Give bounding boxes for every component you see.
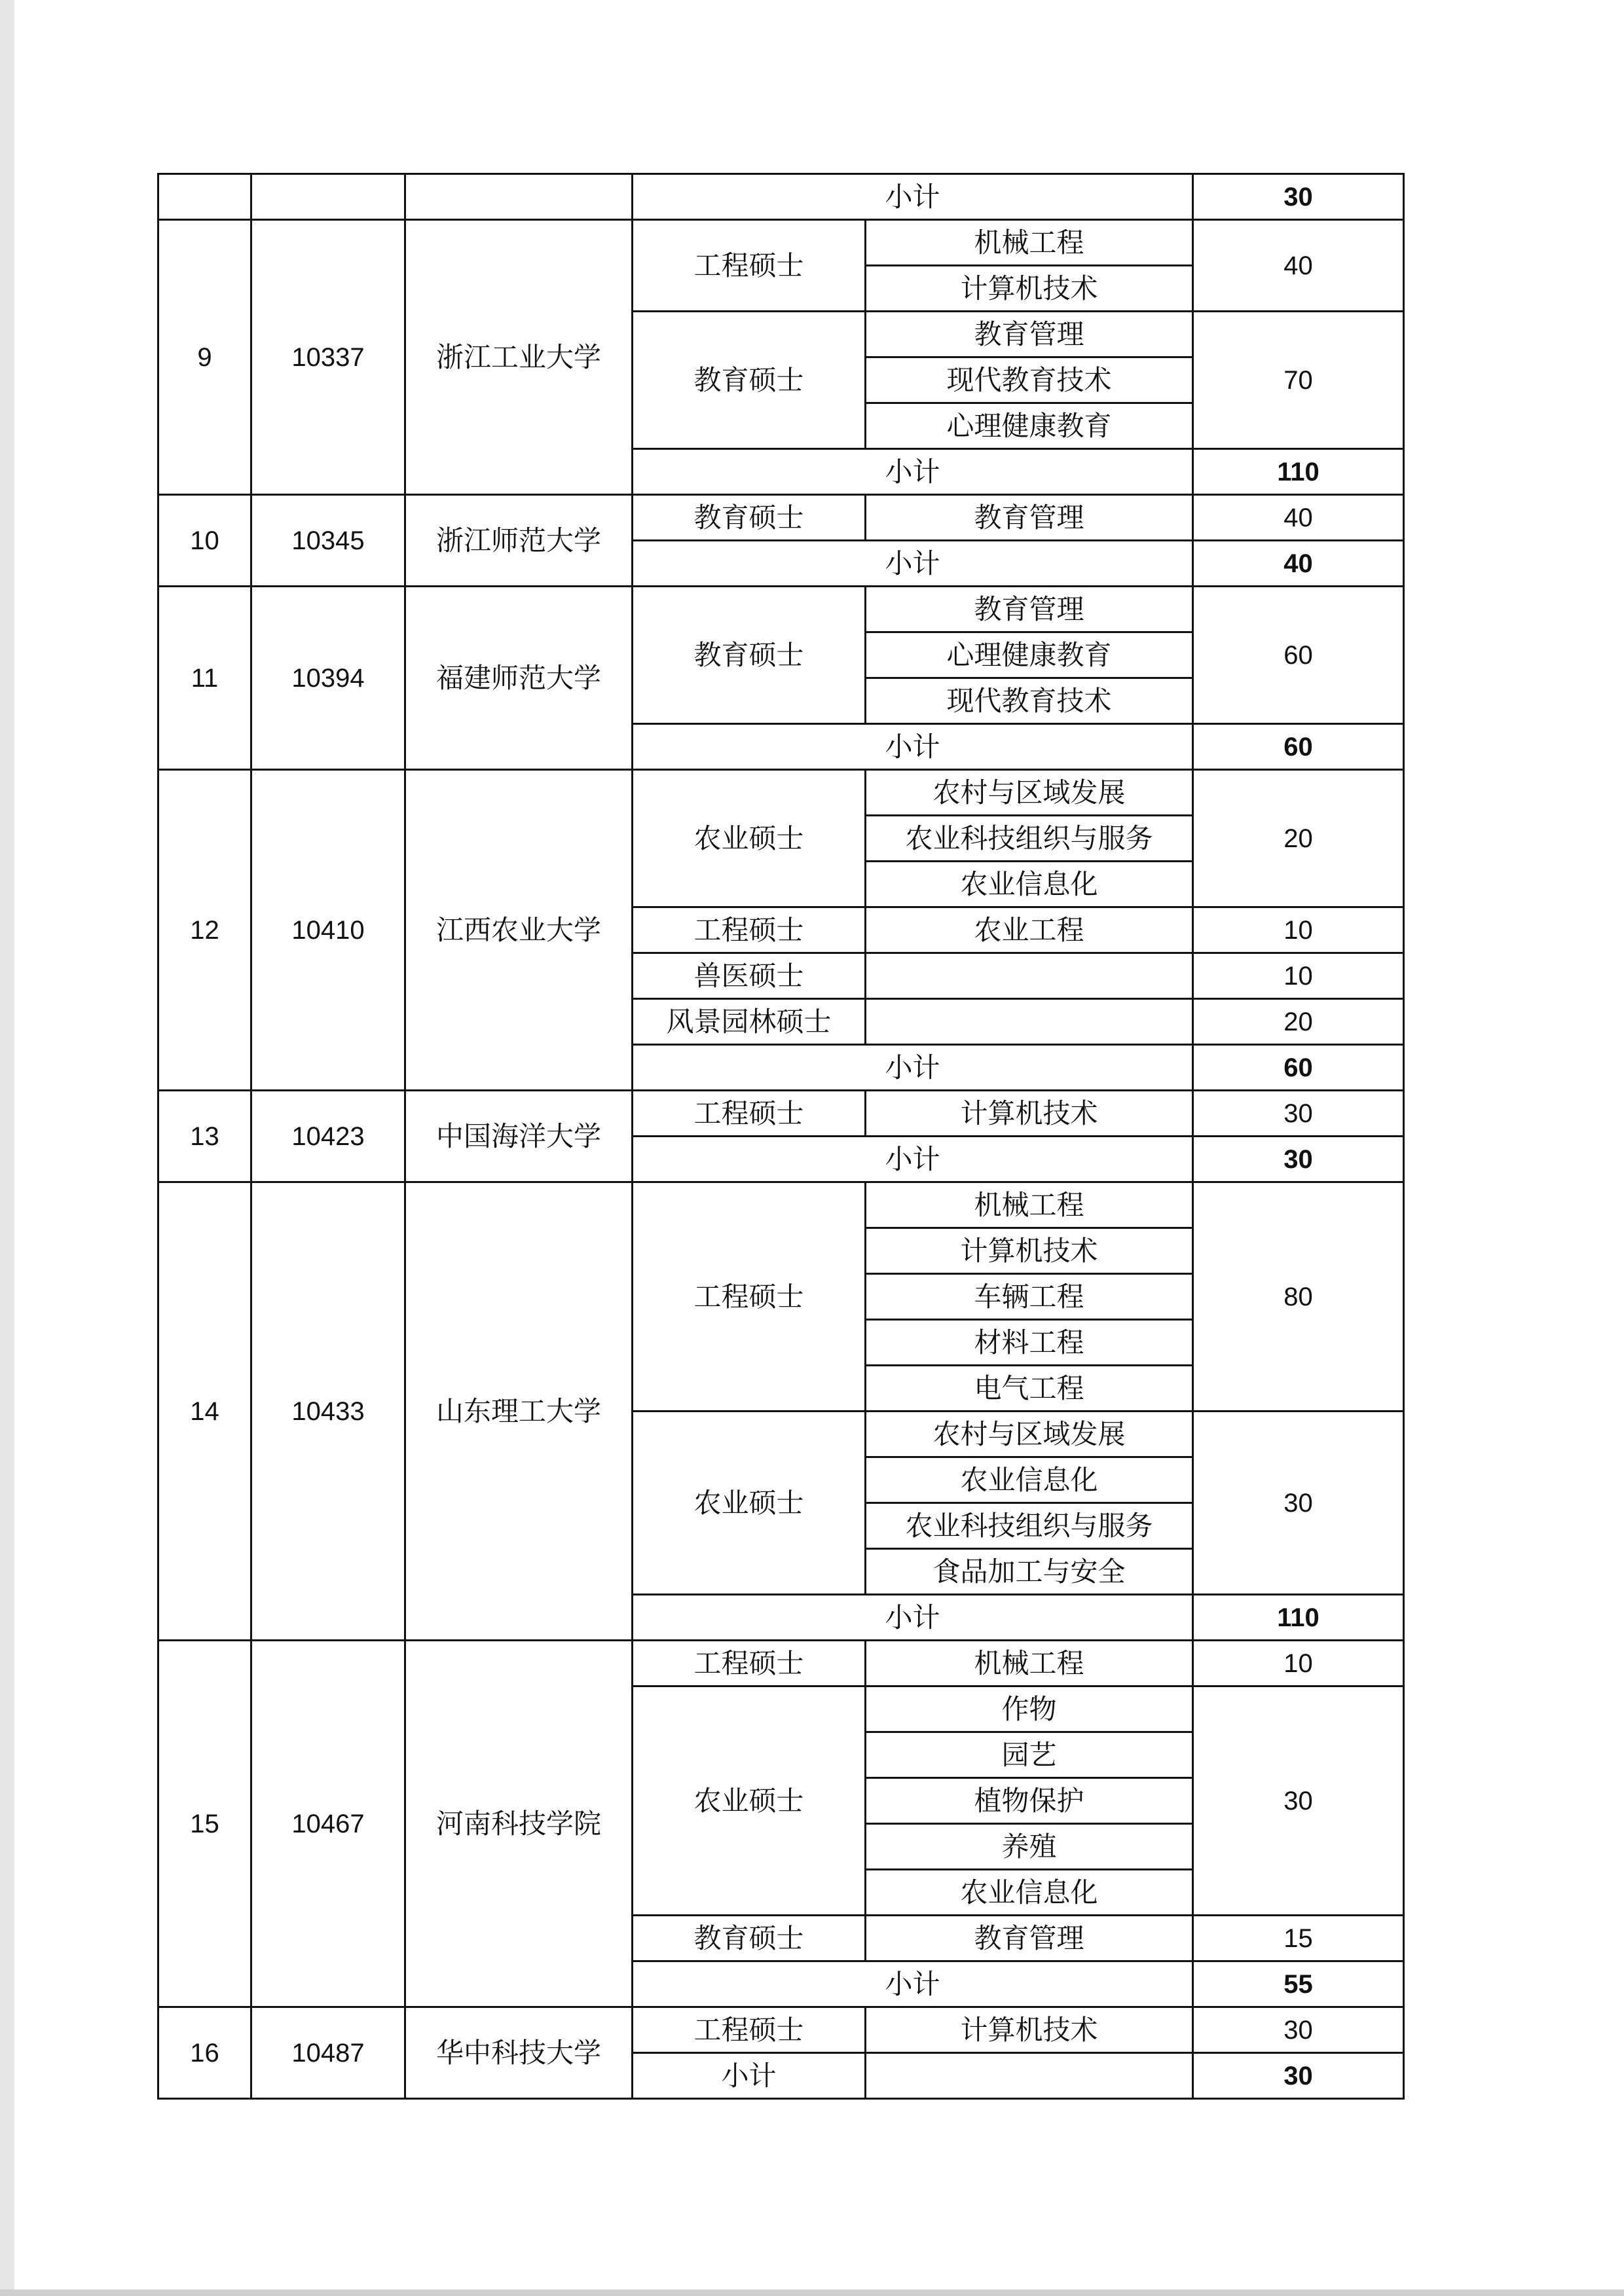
quota-cell: 30 bbox=[1193, 1686, 1404, 1916]
major-cell: 电气工程 bbox=[866, 1366, 1193, 1412]
table-body bbox=[158, 174, 1404, 2099]
table-row bbox=[158, 2007, 1404, 2053]
school-cell: 江西农业大学 bbox=[405, 770, 633, 1091]
subtotal-label: 小计 bbox=[633, 1045, 1193, 1091]
degree-cell: 教育硕士 bbox=[633, 495, 866, 541]
code-cell bbox=[251, 174, 405, 220]
index-cell: 10 bbox=[158, 495, 251, 587]
school-cell: 福建师范大学 bbox=[405, 587, 633, 770]
code-cell: 10487 bbox=[251, 2007, 405, 2099]
major-cell: 教育管理 bbox=[866, 1916, 1193, 1961]
subtotal-value: 30 bbox=[1193, 1137, 1404, 1182]
degree-cell: 兽医硕士 bbox=[633, 953, 866, 999]
degree-cell: 工程硕士 bbox=[633, 907, 866, 953]
code-cell: 10423 bbox=[251, 1091, 405, 1182]
degree-cell: 工程硕士 bbox=[633, 1641, 866, 1686]
quota-cell: 30 bbox=[1193, 2007, 1404, 2053]
school-cell: 浙江师范大学 bbox=[405, 495, 633, 587]
major-cell: 材料工程 bbox=[866, 1320, 1193, 1366]
index-cell: 15 bbox=[158, 1641, 251, 2007]
degree-cell: 风景园林硕士 bbox=[633, 999, 866, 1045]
subtotal-value: 60 bbox=[1193, 1045, 1404, 1091]
major-cell: 农村与区域发展 bbox=[866, 1412, 1193, 1457]
school-cell: 中国海洋大学 bbox=[405, 1091, 633, 1182]
table-row bbox=[158, 220, 1404, 266]
major-cell: 食品加工与安全 bbox=[866, 1549, 1193, 1595]
code-cell: 10345 bbox=[251, 495, 405, 587]
degree-cell: 工程硕士 bbox=[633, 2007, 866, 2053]
subtotal-value: 60 bbox=[1193, 724, 1404, 770]
table-row bbox=[158, 1182, 1404, 1228]
quota-cell: 70 bbox=[1193, 312, 1404, 449]
major-cell: 园艺 bbox=[866, 1732, 1193, 1778]
table-row bbox=[158, 587, 1404, 632]
degree-cell: 工程硕士 bbox=[633, 1091, 866, 1137]
major-cell: 作物 bbox=[866, 1686, 1193, 1732]
major-cell: 养殖 bbox=[866, 1824, 1193, 1870]
subtotal-label: 小计 bbox=[633, 174, 1193, 220]
quota-cell: 40 bbox=[1193, 220, 1404, 312]
index-cell: 16 bbox=[158, 2007, 251, 2099]
subtotal-empty bbox=[866, 2053, 1193, 2099]
quota-cell: 30 bbox=[1193, 1412, 1404, 1595]
major-cell: 教育管理 bbox=[866, 495, 1193, 541]
major-cell: 机械工程 bbox=[866, 1641, 1193, 1686]
index-cell: 12 bbox=[158, 770, 251, 1091]
school-cell bbox=[405, 174, 633, 220]
scan-bottom-edge bbox=[0, 2289, 1624, 2296]
major-cell bbox=[866, 953, 1193, 999]
degree-cell: 农业硕士 bbox=[633, 770, 866, 907]
code-cell: 10410 bbox=[251, 770, 405, 1091]
degree-cell: 农业硕士 bbox=[633, 1686, 866, 1916]
scan-left-edge bbox=[0, 0, 14, 2296]
major-cell: 现代教育技术 bbox=[866, 678, 1193, 724]
major-cell: 农业科技组织与服务 bbox=[866, 1503, 1193, 1549]
major-cell: 教育管理 bbox=[866, 587, 1193, 632]
major-cell: 计算机技术 bbox=[866, 266, 1193, 312]
table-row bbox=[158, 174, 1404, 220]
subtotal-value: 110 bbox=[1193, 1595, 1404, 1641]
index-cell: 11 bbox=[158, 587, 251, 770]
quota-cell: 80 bbox=[1193, 1182, 1404, 1412]
major-cell: 植物保护 bbox=[866, 1778, 1193, 1824]
major-cell: 计算机技术 bbox=[866, 1228, 1193, 1274]
index-cell: 14 bbox=[158, 1182, 251, 1641]
quota-cell: 20 bbox=[1193, 999, 1404, 1045]
major-cell: 心理健康教育 bbox=[866, 632, 1193, 678]
school-cell: 山东理工大学 bbox=[405, 1182, 633, 1641]
subtotal-label: 小计 bbox=[633, 541, 1193, 587]
degree-cell: 工程硕士 bbox=[633, 1182, 866, 1412]
subtotal-label: 小计 bbox=[633, 2053, 866, 2099]
code-cell: 10394 bbox=[251, 587, 405, 770]
subtotal-label: 小计 bbox=[633, 724, 1193, 770]
major-cell bbox=[866, 999, 1193, 1045]
major-cell: 农业信息化 bbox=[866, 1870, 1193, 1916]
degree-cell: 教育硕士 bbox=[633, 587, 866, 724]
school-cell: 河南科技学院 bbox=[405, 1641, 633, 2007]
degree-cell: 工程硕士 bbox=[633, 220, 866, 312]
subtotal-value: 55 bbox=[1193, 1961, 1404, 2007]
major-cell: 农业科技组织与服务 bbox=[866, 816, 1193, 862]
quota-cell: 10 bbox=[1193, 953, 1404, 999]
subtotal-label: 小计 bbox=[633, 1595, 1193, 1641]
table-row bbox=[158, 495, 1404, 541]
major-cell: 心理健康教育 bbox=[866, 403, 1193, 449]
major-cell: 计算机技术 bbox=[866, 1091, 1193, 1137]
school-cell: 华中科技大学 bbox=[405, 2007, 633, 2099]
index-cell: 9 bbox=[158, 220, 251, 495]
major-cell: 农业信息化 bbox=[866, 862, 1193, 907]
major-cell: 教育管理 bbox=[866, 312, 1193, 357]
subtotal-value: 30 bbox=[1193, 2053, 1404, 2099]
quota-cell: 60 bbox=[1193, 587, 1404, 724]
degree-cell: 农业硕士 bbox=[633, 1412, 866, 1595]
index-cell bbox=[158, 174, 251, 220]
quota-cell: 40 bbox=[1193, 495, 1404, 541]
quota-cell: 30 bbox=[1193, 1091, 1404, 1137]
code-cell: 10337 bbox=[251, 220, 405, 495]
code-cell: 10433 bbox=[251, 1182, 405, 1641]
school-cell: 浙江工业大学 bbox=[405, 220, 633, 495]
table-row bbox=[158, 1641, 1404, 1686]
major-cell: 农业信息化 bbox=[866, 1457, 1193, 1503]
major-cell: 计算机技术 bbox=[866, 2007, 1193, 2053]
major-cell: 农业工程 bbox=[866, 907, 1193, 953]
table-row bbox=[158, 1091, 1404, 1137]
major-cell: 现代教育技术 bbox=[866, 357, 1193, 403]
subtotal-value: 40 bbox=[1193, 541, 1404, 587]
subtotal-value: 30 bbox=[1193, 174, 1404, 220]
quota-cell: 10 bbox=[1193, 907, 1404, 953]
subtotal-value: 110 bbox=[1193, 449, 1404, 495]
quota-cell: 10 bbox=[1193, 1641, 1404, 1686]
major-cell: 机械工程 bbox=[866, 1182, 1193, 1228]
enrollment-quota-table bbox=[157, 173, 1405, 2100]
quota-cell: 15 bbox=[1193, 1916, 1404, 1961]
subtotal-label: 小计 bbox=[633, 1961, 1193, 2007]
degree-cell: 教育硕士 bbox=[633, 312, 866, 449]
code-cell: 10467 bbox=[251, 1641, 405, 2007]
major-cell: 车辆工程 bbox=[866, 1274, 1193, 1320]
subtotal-label: 小计 bbox=[633, 1137, 1193, 1182]
major-cell: 机械工程 bbox=[866, 220, 1193, 266]
table-row bbox=[158, 770, 1404, 816]
major-cell: 农村与区域发展 bbox=[866, 770, 1193, 816]
index-cell: 13 bbox=[158, 1091, 251, 1182]
subtotal-label: 小计 bbox=[633, 449, 1193, 495]
quota-cell: 20 bbox=[1193, 770, 1404, 907]
degree-cell: 教育硕士 bbox=[633, 1916, 866, 1961]
